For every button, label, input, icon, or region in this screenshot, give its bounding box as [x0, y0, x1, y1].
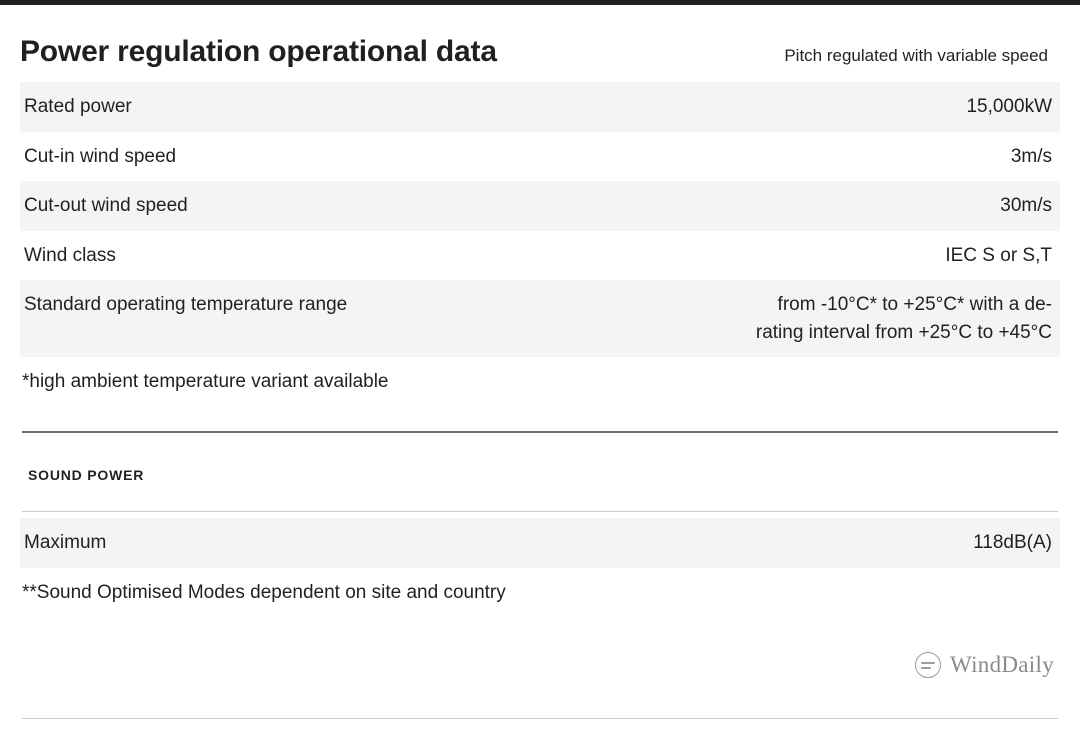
table-row: [20, 280, 1060, 357]
row-label: Maximum: [20, 518, 542, 568]
power-regulation-table: [20, 82, 1060, 357]
table-row: [20, 518, 1060, 568]
row-value-line-2: rating interval from +25°C to +45°C: [755, 321, 1052, 343]
row-value: 30m/s: [542, 181, 1060, 231]
row-label: Standard operating temperature range: [20, 280, 542, 357]
watermark: [915, 652, 1054, 678]
sound-power-title: SOUND POWER: [28, 467, 145, 484]
row-value: 3m/s: [1010, 145, 1052, 167]
row-value: [542, 280, 1060, 357]
table-row: [20, 132, 1060, 182]
table-row: [20, 82, 1060, 132]
row-label: Wind class: [24, 244, 116, 266]
page-title: Power regulation operational data: [20, 35, 497, 68]
document-content: [0, 5, 1080, 604]
row-label: Rated power: [20, 82, 542, 132]
table-row: [20, 181, 1060, 231]
table-row: [20, 231, 1060, 281]
row-value: 15,000kW: [542, 82, 1060, 132]
bottom-divider: [22, 718, 1058, 719]
power-regulation-header: [0, 5, 1080, 82]
sound-power-table: [20, 518, 1060, 568]
power-regulation-footnote: *high ambient temperature variant available: [22, 371, 389, 393]
row-label: Cut-out wind speed: [20, 181, 542, 231]
row-value-line-1: from -10°C* to +25°C* with a de-: [777, 294, 1052, 316]
wind-daily-logo-icon: [915, 652, 941, 678]
row-value: IEC S or S,T: [945, 244, 1052, 266]
sound-power-footnote: **Sound Optimised Modes dependent on site and country: [22, 581, 506, 603]
row-value: 118dB(A): [542, 518, 1060, 568]
power-regulation-note: Pitch regulated with variable speed: [784, 46, 1048, 65]
watermark-label: WindDaily: [950, 652, 1054, 677]
row-label: Cut-in wind speed: [24, 145, 177, 167]
